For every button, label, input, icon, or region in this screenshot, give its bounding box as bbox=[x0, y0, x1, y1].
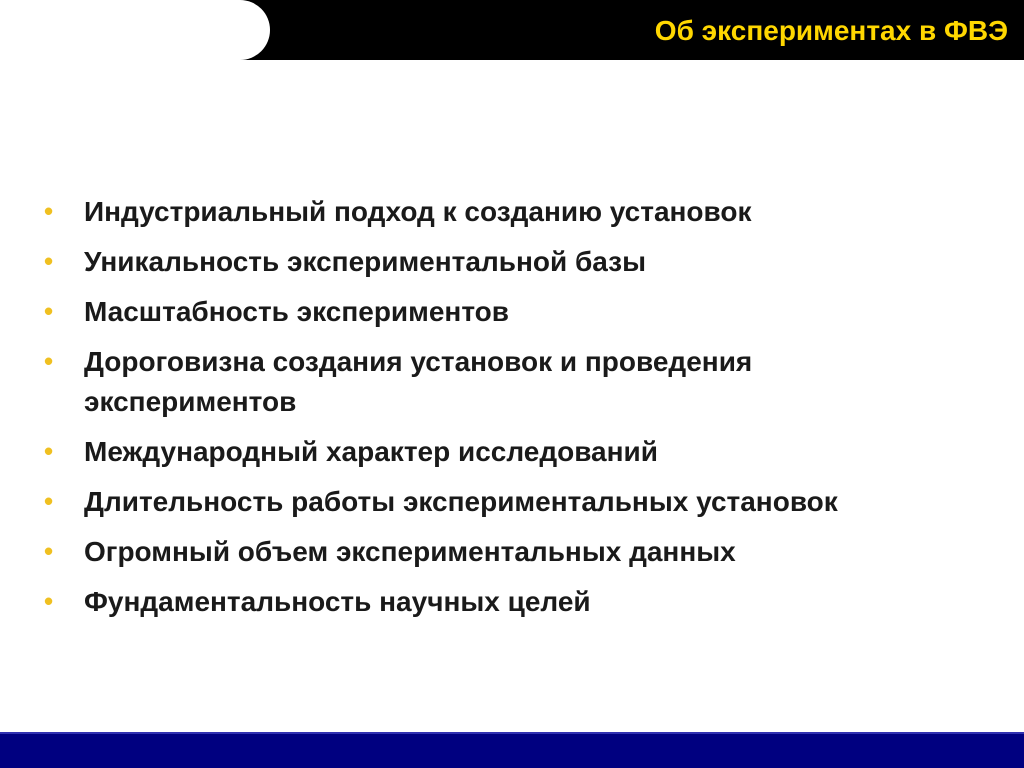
bullet-text: Уникальность экспериментальной базы bbox=[84, 246, 646, 277]
bullet-item bbox=[38, 582, 938, 622]
bullet-item bbox=[38, 242, 938, 282]
bullet-text: Дороговизна создания установок и проведения экспериментов bbox=[84, 346, 753, 417]
bullet-text: Индустриальный подход к созданию установок bbox=[84, 196, 752, 227]
bullet-text: Международный характер исследований bbox=[84, 436, 658, 467]
bullet-dot-icon: • bbox=[44, 586, 54, 616]
bullet-dot-icon: • bbox=[44, 486, 54, 516]
bullet-text: Длительность работы экспериментальных установок bbox=[84, 486, 838, 517]
bullet-item bbox=[38, 342, 938, 422]
bullet-item bbox=[38, 292, 938, 332]
bullet-text: Огромный объем экспериментальных данных bbox=[84, 536, 736, 567]
bullet-dot-icon: • bbox=[44, 246, 54, 276]
bullet-dot-icon: • bbox=[44, 536, 54, 566]
bullet-dot-icon: • bbox=[44, 196, 54, 226]
footer-accent-line bbox=[0, 732, 1024, 734]
bullet-dot-icon: • bbox=[44, 436, 54, 466]
bullet-item bbox=[38, 432, 938, 472]
bullet-text: Масштабность экспериментов bbox=[84, 296, 509, 327]
bullet-item bbox=[38, 532, 938, 572]
header-logo-area bbox=[0, 0, 270, 60]
slide-title: Об экспериментах в ФВЭ bbox=[654, 15, 1008, 46]
bullet-list bbox=[38, 192, 938, 632]
footer-bar bbox=[0, 732, 1024, 768]
bullet-dot-icon: • bbox=[44, 346, 54, 376]
bullet-item bbox=[38, 482, 938, 522]
bullet-text: Фундаментальность научных целей bbox=[84, 586, 591, 617]
bullet-item bbox=[38, 192, 938, 232]
bullet-dot-icon: • bbox=[44, 296, 54, 326]
